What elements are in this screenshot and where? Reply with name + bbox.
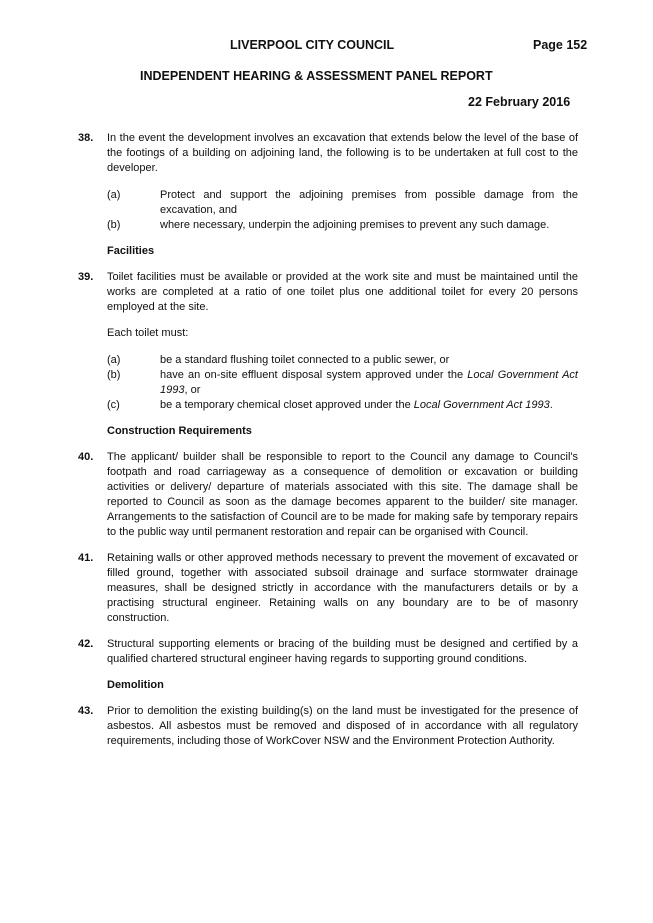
sub-tail: .	[549, 399, 553, 411]
condition-text: Structural supporting elements or bracing of the building must be designed and certified by a qualified chartered structural engineer having regards to supporting ground conditions.	[107, 638, 578, 665]
condition-text: Retaining walls or other approved methods necessary to prevent the movement of excavated or filled ground, together with associated subsoil drainage and surface stormwater drainage measures, shall be designed strictly in accordance with the manufacturers details or by a practising structural engineer. Retaining walls on any boundary are to be of masonry construction.	[107, 552, 578, 624]
sub-item	[107, 398, 578, 413]
report-date: 22 February 2016	[468, 95, 571, 109]
condition-42	[78, 637, 578, 667]
condition-number: 38.	[78, 132, 94, 144]
sub-text: be a standard flushing toilet connected to a public sewer, or	[160, 354, 450, 366]
section-heading-demolition: Demolition	[107, 679, 164, 691]
sub-tail: , or	[184, 384, 201, 396]
sub-text: be a temporary chemical closet approved under the	[160, 399, 411, 411]
sub-item	[107, 368, 578, 398]
condition-38	[78, 131, 578, 233]
report-title: INDEPENDENT HEARING & ASSESSMENT PANEL REPORT	[140, 69, 493, 83]
condition-40	[78, 450, 578, 540]
condition-43	[78, 704, 578, 749]
section-heading-facilities: Facilities	[107, 245, 155, 257]
condition-number: 41.	[78, 552, 94, 564]
condition-text: Prior to demolition the existing building(s) on the land must be investigated for the presence of asbestos. All asbestos must be removed and disposed of in accordance with all regulatory requirements, including those of WorkCover NSW and the Environment Protection Authority.	[107, 705, 578, 747]
sub-text: have an on-site effluent disposal system approved under the	[160, 369, 464, 381]
sub-list	[107, 353, 578, 413]
sub-label: (c)	[107, 399, 120, 411]
sub-item	[107, 188, 578, 218]
sub-label: (a)	[107, 189, 121, 201]
condition-text: Toilet facilities must be available or provided at the work site and must be maintained until the works are completed at a ratio of one toilet plus one additional toilet for every 20 persons employed at the site.	[107, 271, 578, 313]
condition-text: The applicant/ builder shall be responsible to report to the Council any damage to Council's footpath and road carriageway as a consequence of demolition or excavation or building activities or delivery/ departure of materials associated with this site. The damage shall be reported to Council as soon as the damage becomes apparent to the builder/ site manager. Arrangements to the satisfaction of Council are to be made for making safe by temporary repairs to the public way until permanent restoration and repair can be organised with Council.	[107, 451, 578, 538]
section-heading-construction: Construction Requirements	[107, 425, 252, 437]
sub-item	[107, 353, 578, 368]
council-name: LIVERPOOL CITY COUNCIL	[230, 38, 395, 52]
condition-number: 43.	[78, 705, 94, 717]
condition-text: In the event the development involves an excavation that extends below the level of the base of the footings of a building on adjoining land, the following is to be undertaken at full cost to the developer.	[107, 132, 578, 174]
document-body	[78, 131, 578, 760]
sub-label: (b)	[107, 369, 121, 381]
sub-label: (b)	[107, 219, 121, 231]
condition-number: 42.	[78, 638, 94, 650]
condition-number: 39.	[78, 271, 94, 283]
sub-text: Protect and support the adjoining premises from possible damage from the excavation, and	[160, 189, 578, 216]
page-number: Page 152	[533, 38, 588, 52]
condition-39	[78, 270, 578, 413]
condition-41	[78, 551, 578, 626]
act-name: Local Government Act 1993	[413, 399, 550, 411]
toilet-intro: Each toilet must:	[107, 327, 189, 339]
sub-list	[107, 188, 578, 233]
act-name: Local Government Act 1993	[160, 369, 578, 396]
sub-text: where necessary, underpin the adjoining premises to prevent any such damage.	[160, 219, 550, 231]
sub-item	[107, 218, 578, 233]
condition-number: 40.	[78, 451, 94, 463]
sub-label: (a)	[107, 354, 121, 366]
